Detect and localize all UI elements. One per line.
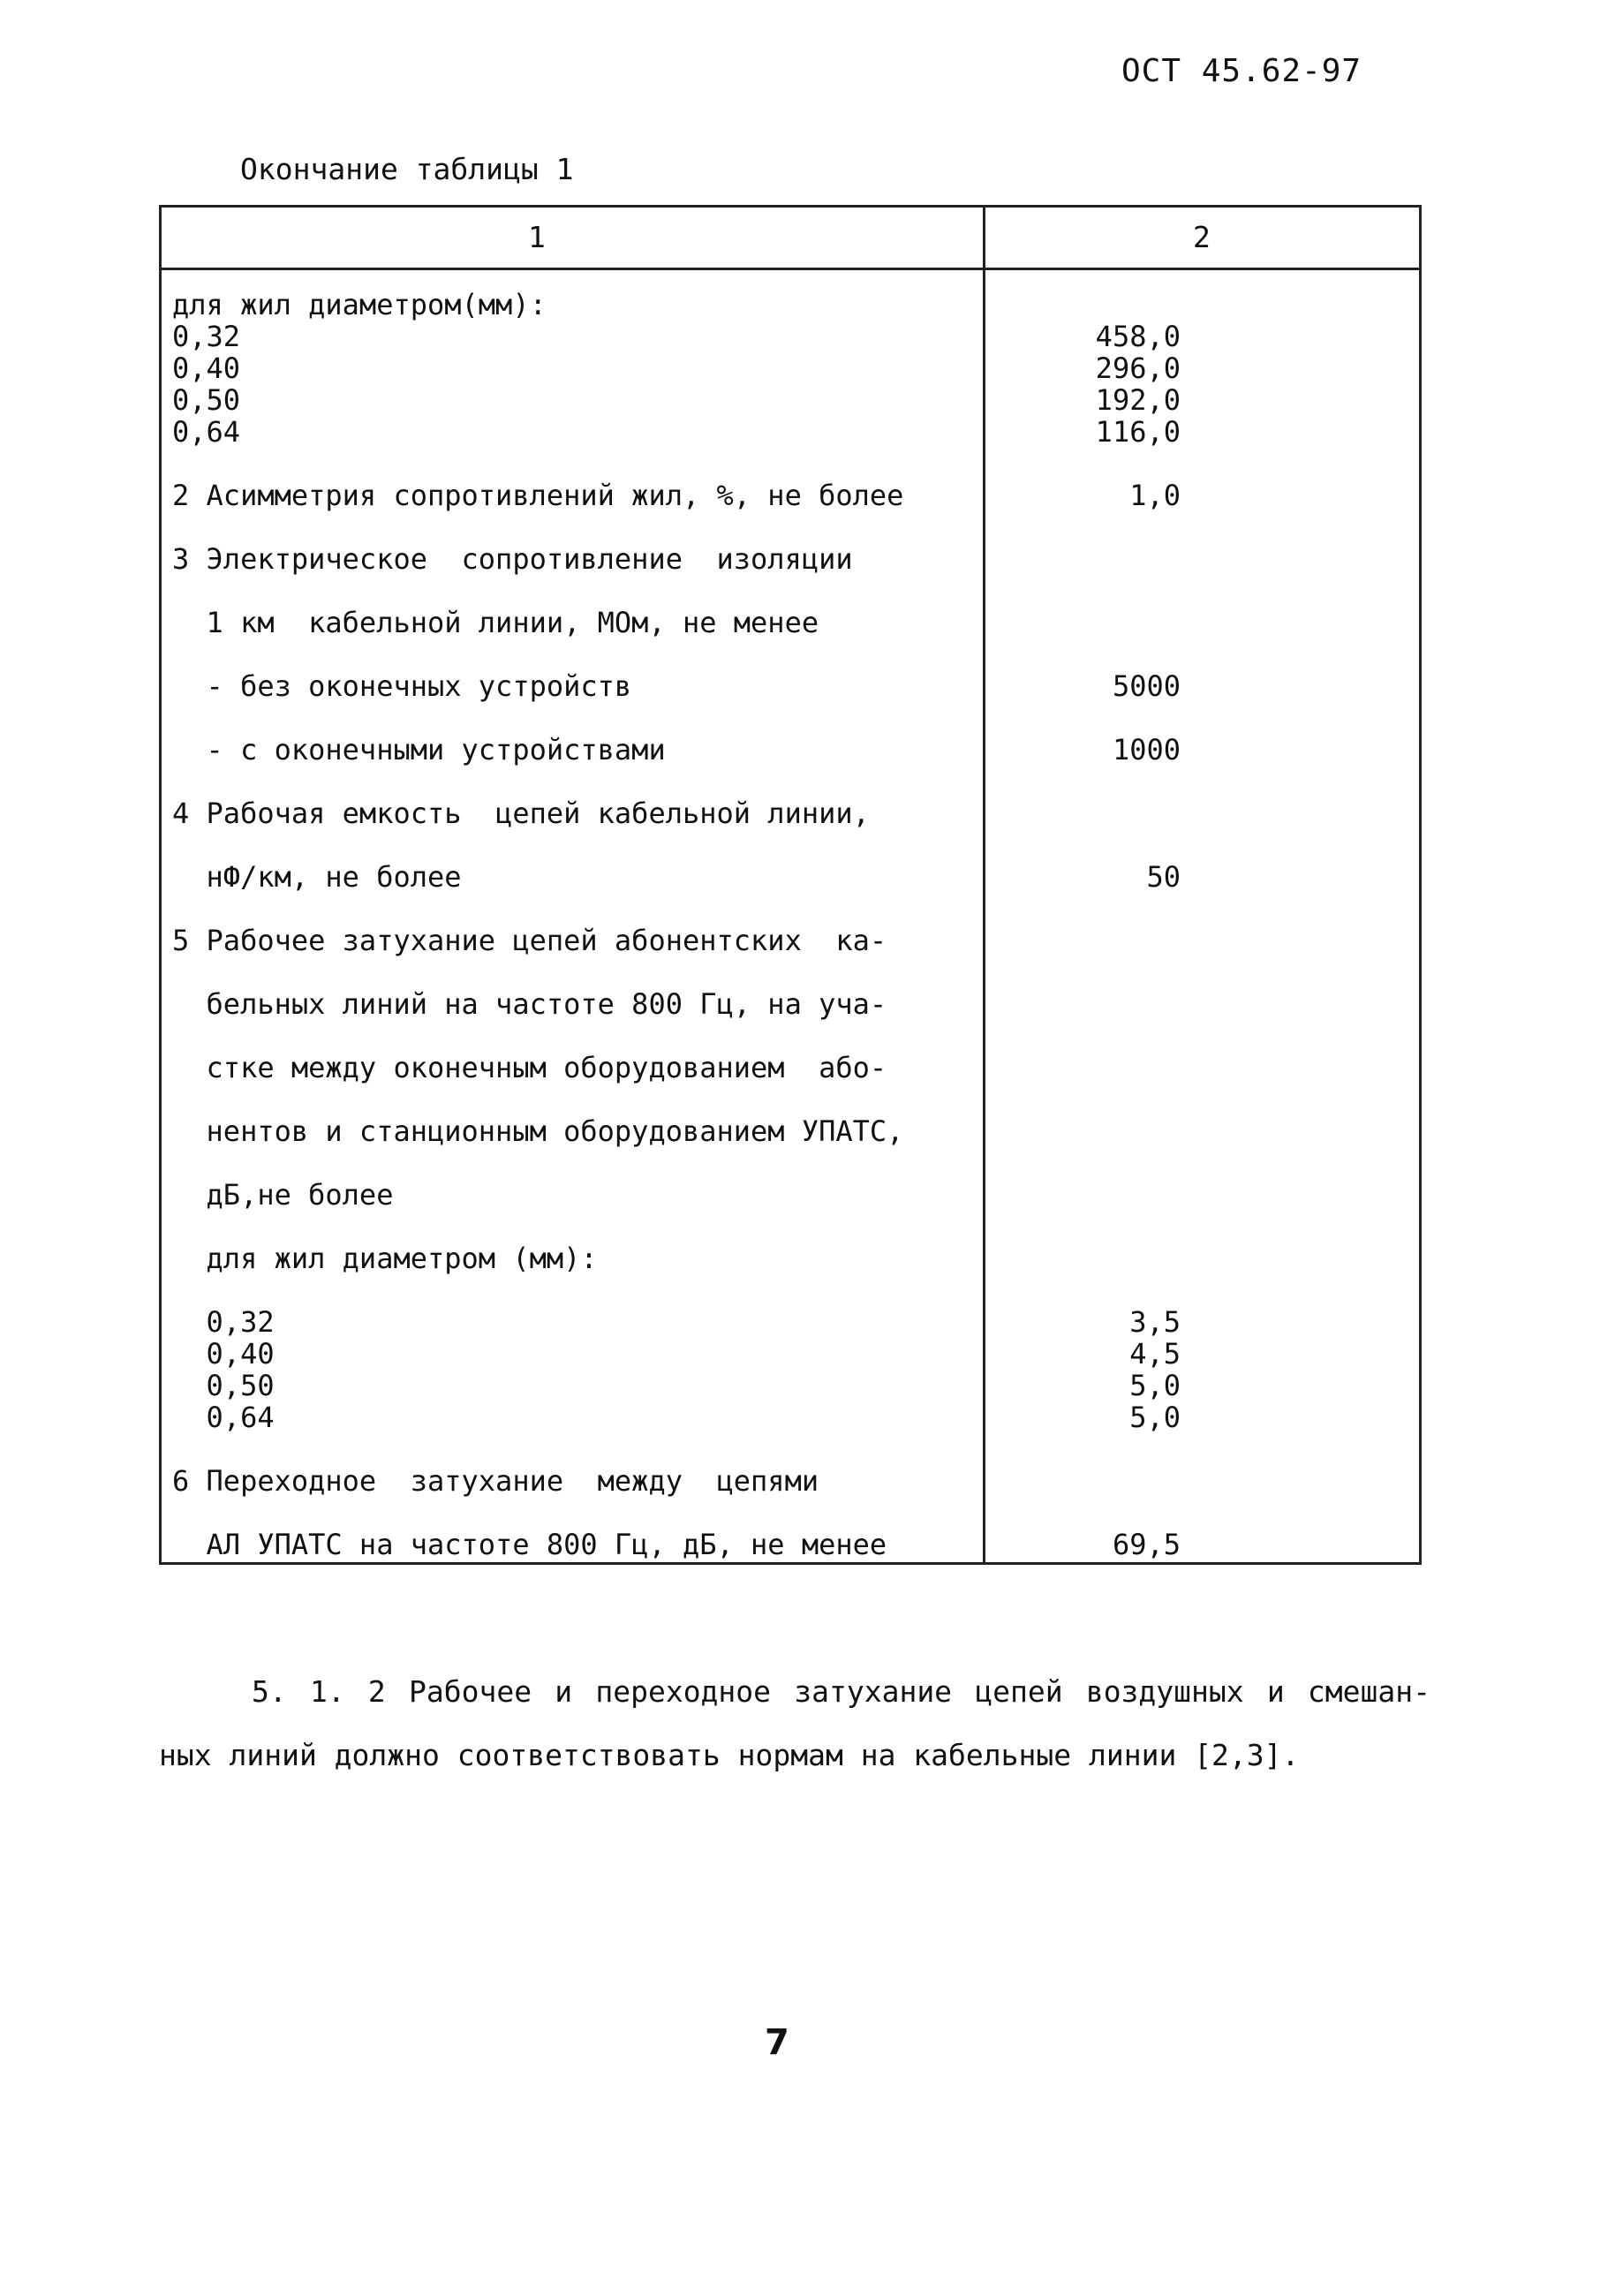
- table-row-parameter: 0,40: [172, 1337, 275, 1371]
- table-row-parameter: 1 км кабельной линии, МОм, не менее: [172, 606, 819, 639]
- document-code: ОСТ 45.62-97: [1121, 53, 1362, 89]
- table-row-parameter: нентов и станционным оборудованием УПАТС,: [172, 1114, 904, 1148]
- table-row-parameter: - без оконечных устройств: [172, 669, 632, 703]
- column-divider: [983, 208, 985, 1562]
- table-row-parameter: 5 Рабочее затухание цепей абонентских ка-: [172, 924, 887, 957]
- header-divider: [162, 268, 1419, 270]
- table-row-parameter: 0,50: [172, 383, 241, 417]
- table-row-parameter: нФ/км, не более: [172, 860, 462, 894]
- table-row-value: 458,0: [1095, 320, 1181, 353]
- table-row-parameter: бельных линий на частоте 800 Гц, на уча-: [172, 987, 887, 1021]
- table-row-value: 3,5: [1129, 1305, 1181, 1339]
- table-row-parameter: - с оконечными устройствами: [172, 733, 666, 767]
- column-header-1: 1: [528, 220, 546, 254]
- table-row-parameter: 0,32: [172, 320, 241, 353]
- paragraph-line-2: ных линий должно соответствовать нормам на кабельные линии [2,3].: [159, 1738, 1300, 1772]
- table-row-value: 296,0: [1095, 351, 1181, 385]
- table-row-value: 5000: [1112, 669, 1181, 703]
- table-row-parameter: стке между оконечным оборудованием або-: [172, 1051, 887, 1084]
- table-row-parameter: АЛ УПАТС на частоте 800 Гц, дБ, не менее: [172, 1528, 887, 1561]
- table-row-value: 4,5: [1129, 1337, 1181, 1371]
- table-row-value: 69,5: [1112, 1528, 1181, 1561]
- table-row-parameter: для жил диаметром(мм):: [172, 288, 547, 321]
- paragraph-line-1: 5. 1. 2 Рабочее и переходное затухание цепей воздушных и смешан-: [252, 1674, 1430, 1709]
- table-row-parameter: 0,64: [172, 1401, 275, 1434]
- table-row-parameter: 4 Рабочая емкость цепей кабельной линии,: [172, 797, 870, 830]
- table-row-parameter: 0,50: [172, 1369, 275, 1402]
- table-row-value: 116,0: [1095, 415, 1181, 449]
- table-row-value: 1000: [1112, 733, 1181, 767]
- column-header-2: 2: [1193, 220, 1211, 254]
- page-number: 7: [765, 2022, 789, 2063]
- table-row-value: 50: [1146, 860, 1181, 894]
- table-row-value: 5,0: [1129, 1401, 1181, 1434]
- table-row-value: 1,0: [1129, 479, 1181, 512]
- table-row-parameter: 2 Асимметрия сопротивлений жил, %, не более: [172, 479, 904, 512]
- table-row-parameter: 0,40: [172, 351, 241, 385]
- table-row-parameter: 3 Электрическое сопротивление изоляции: [172, 542, 853, 576]
- parameters-table: [159, 205, 1422, 1565]
- table-caption: Окончание таблицы 1: [240, 152, 574, 186]
- table-row-parameter: для жил диаметром (мм):: [172, 1242, 598, 1275]
- table-row-parameter: дБ,не более: [172, 1178, 394, 1212]
- paragraph-5-1-2: [159, 1660, 1430, 1787]
- table-row-parameter: 6 Переходное затухание между цепями: [172, 1464, 819, 1498]
- table-row-parameter: 0,32: [172, 1305, 275, 1339]
- table-row-parameter: 0,64: [172, 415, 241, 449]
- table-row-value: 192,0: [1095, 383, 1181, 417]
- table-row-value: 5,0: [1129, 1369, 1181, 1402]
